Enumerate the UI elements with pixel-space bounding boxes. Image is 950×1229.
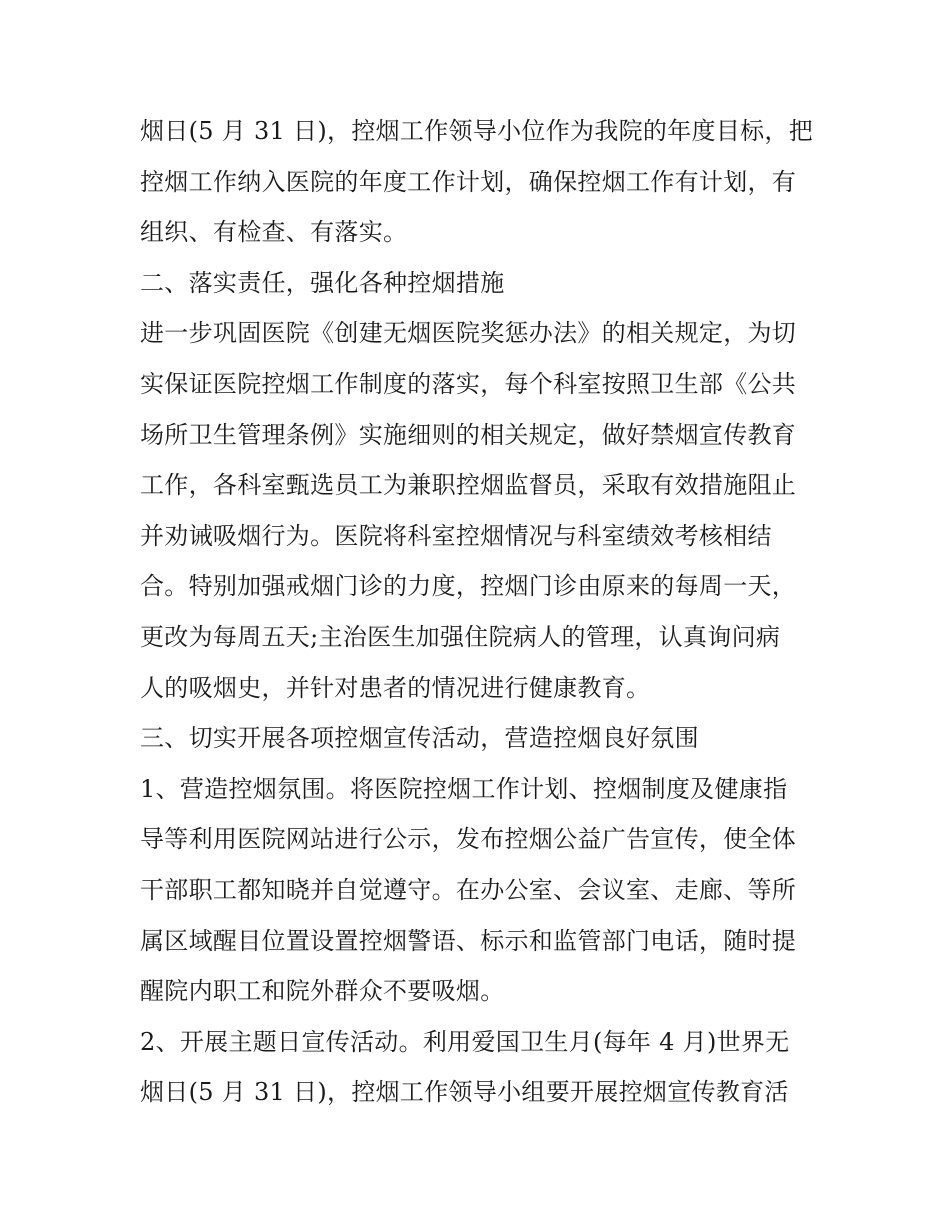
text-line: 组织、有检查、有落实。 bbox=[140, 218, 408, 247]
text-line: 1、营造控烟氛围。将医院控烟工作计划、控烟制度及健康指 bbox=[140, 774, 788, 803]
section-heading: 二、落实责任，强化各种控烟措施 bbox=[140, 268, 505, 297]
text-line: 人的吸烟史，并针对患者的情况进行健康教育。 bbox=[140, 673, 651, 702]
section-heading: 三、切实开展各项控烟宣传活动，营造控烟良好氛围 bbox=[140, 724, 699, 753]
text-line: 合。特别加强戒烟门诊的力度，控烟门诊由原来的每周一天， bbox=[140, 572, 797, 601]
text-line: 烟日(5 月 31 日)，控烟工作领导小组要开展控烟宣传教育活 bbox=[140, 1078, 789, 1107]
text-line: 更改为每周五天;主治医生加强住院病人的管理，认真询问病 bbox=[140, 622, 781, 651]
text-line: 工作，各科室甄选员工为兼职控烟监督员，采取有效措施阻止 bbox=[140, 471, 797, 500]
text-line: 烟日(5 月 31 日)，控烟工作领导小位作为我院的年度目标，把 bbox=[140, 117, 814, 145]
text-line: 场所卫生管理条例》实施细则的相关规定，做好禁烟宣传教育 bbox=[140, 420, 797, 449]
text-line: 并劝诫吸烟行为。医院将科室控烟情况与科室绩效考核相结 bbox=[140, 521, 772, 550]
text-line: 实保证医院控烟工作制度的落实，每个科室按照卫生部《公共 bbox=[140, 369, 797, 398]
text-line: 2、开展主题日宣传活动。利用爱国卫生月(每年 4 月)世界无 bbox=[140, 1027, 790, 1056]
text-line: 醒院内职工和院外群众不要吸烟。 bbox=[140, 977, 505, 1006]
text-line: 进一步巩固医院《创建无烟医院奖惩办法》的相关规定，为切 bbox=[140, 319, 797, 348]
text-line: 导等利用医院网站进行公示，发布控烟公益广告宣传，使全体 bbox=[140, 825, 797, 854]
document-body bbox=[140, 106, 820, 1118]
text-line: 干部职工都知晓并自觉遵守。在办公室、会议室、走廊、等所 bbox=[140, 875, 797, 904]
text-line: 属区域醒目位置设置控烟警语、标示和监管部门电话，随时提 bbox=[140, 926, 797, 955]
text-line: 控烟工作纳入医院的年度工作计划，确保控烟工作有计划，有 bbox=[140, 167, 797, 196]
